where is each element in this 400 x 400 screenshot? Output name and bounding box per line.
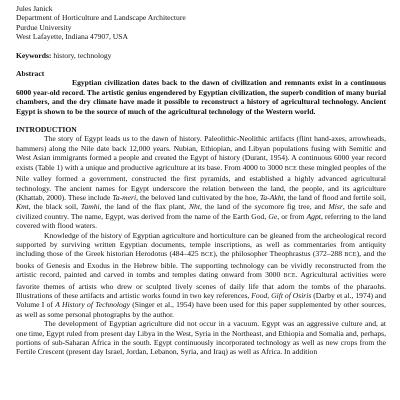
p1-text-c: , the beloved land cultivated by the hoe, <box>136 192 260 202</box>
p1-bce-1: BCE <box>284 165 297 172</box>
introduction-heading: INTRODUCTION <box>16 125 77 135</box>
p2-text-c: ), and the books of Genesis and Exodus in the Hebrew bible. The supporting technology can be vividly reconstructed from the artistic record, painted and carved in tombs and temples dating onward from 3000 <box>16 249 386 280</box>
intro-paragraph-3: The development of Egyptian agriculture did not occur in a vacuum. Egypt was an aggressive culture and, at one time, Egypt ruled from present day Libya in the West, Syria in the Northeast, and Ethiopia and Somalia and, perhaps, portions of sub-Saharan Africa in the south. Egypt continuously incorporated technology as well as new crops from the Fertile Crescent (present day Israel, Jordan, Lebanon, Syria, and Iraq) as well as Africa. In addition <box>16 319 386 357</box>
author-address: West Lafayette, Indiana 47907, USA <box>16 32 128 42</box>
p1-italic-tamhi: Tamhi <box>80 202 100 212</box>
abstract-text: Egyptian civilization dates back to the dawn of civilization and remnants exist in a continuous 6000 year-old record. The artistic genius engendered by Egyptian civilization, the superb condition of many burial chambers, and the dry climate have made it possible to reconstruct a history of agricultural technology. Ancient Egypt is shown to be the source of much of the agricultural technology of the Western world. <box>16 78 386 116</box>
p1-text-f: , the land of the flax plant, <box>99 202 189 212</box>
p1-text-g: , the land of the sycomore fig tree, and <box>199 202 329 212</box>
p1-text-d: , the land of flood and fertile soil, <box>283 192 386 202</box>
intro-paragraph-2 <box>16 231 386 320</box>
p2-bce-2: BCE <box>344 252 357 259</box>
p2-text-a: Knowledge of the history of Egyptian agriculture and horticulture can be gleaned from the archeological record supported by surviving written Egyptian documents, temple inscriptions, as well as commentaries from antiquity including those of the Greek historian Herodotus (484–425 <box>16 230 386 259</box>
p1-text-j: , referring to the land covered with flood waters. <box>16 211 387 231</box>
p2-text-d: . Agricultural activities were favorite themes of artists who drew or sculpted lively scenes of daily life that adorn the tombs of the pharaohs. Illustrations of these artifacts and artistic works found in two key references, <box>16 270 386 300</box>
author-name: Jules Janick <box>16 4 53 13</box>
p2-italic-food-gift-of-osiris: Food, Gift of Osiris <box>251 290 312 300</box>
abstract-heading: Abstract <box>16 69 45 79</box>
p2-text-b: ), the philosopher Theophrastus (372–288 <box>213 249 345 259</box>
p1-italic-ge: Ge <box>268 211 278 221</box>
p1-text-i: , or from <box>277 211 307 221</box>
p1-italic-nht: Nht <box>188 202 200 212</box>
p1-italic-kmt: Kmt <box>16 202 29 212</box>
p1-text-e: , the black soil, <box>28 202 81 212</box>
keywords-value: history, technology <box>51 50 112 60</box>
p1-italic-ta-akht: Ta-Akht <box>259 192 284 202</box>
author-university: Purdue University <box>16 22 72 32</box>
p1-text-a: The story of Egypt leads us to the dawn of history. Paleolithic-Neolithic artifacts (flint hand-axes, arrowheads, hammers) along the Nile date back 12,000 years. Nubian, Ethiopian, and Libyan populations fusing with Semitic and West Asian immigrants formed a people and created the Egypt of history (Durant, 1954). A continuous 6000 year record exists (Table 1) with a unique and productive agriculture at its base. From 4000 to 3000 <box>16 134 386 172</box>
keywords-line <box>16 51 386 60</box>
p1-italic-misr: Misr <box>328 202 343 212</box>
keywords-label: Keywords: <box>16 50 52 60</box>
p2-italic-history-of-technology: A History of Technology <box>55 300 130 310</box>
author-department: Department of Horticulture and Landscape Architecture <box>16 13 186 23</box>
author-block <box>16 4 386 42</box>
p1-italic-ta-meri: Ta-meri <box>112 192 137 202</box>
p2-bce-3: BCE <box>283 273 296 280</box>
p1-text-h: , the safe and civilized country. The name, Egypt, was derived from the name of the Earth God, <box>16 202 387 221</box>
p1-italic-agpt: Agpt <box>306 211 321 221</box>
p2-bce-1: BCE <box>200 252 214 259</box>
intro-paragraph-1 <box>16 134 386 230</box>
p2-text-e: (Darby et al., 1974) and Volume I of <box>16 290 386 310</box>
p1-text-b: these mingled peoples of the Nile valley formed a government, constructed the first pyramids, and established a highly advanced agricultural technology. The ancient names for Egypt underscore the relation between the land, the people, and its agriculture (Khattab, 2000). These include <box>16 162 386 202</box>
p2-text-f: (Singer et al., 1954) have been used for this paper supplemented by other sources, as well as some personal photographs by the author. <box>16 300 386 319</box>
